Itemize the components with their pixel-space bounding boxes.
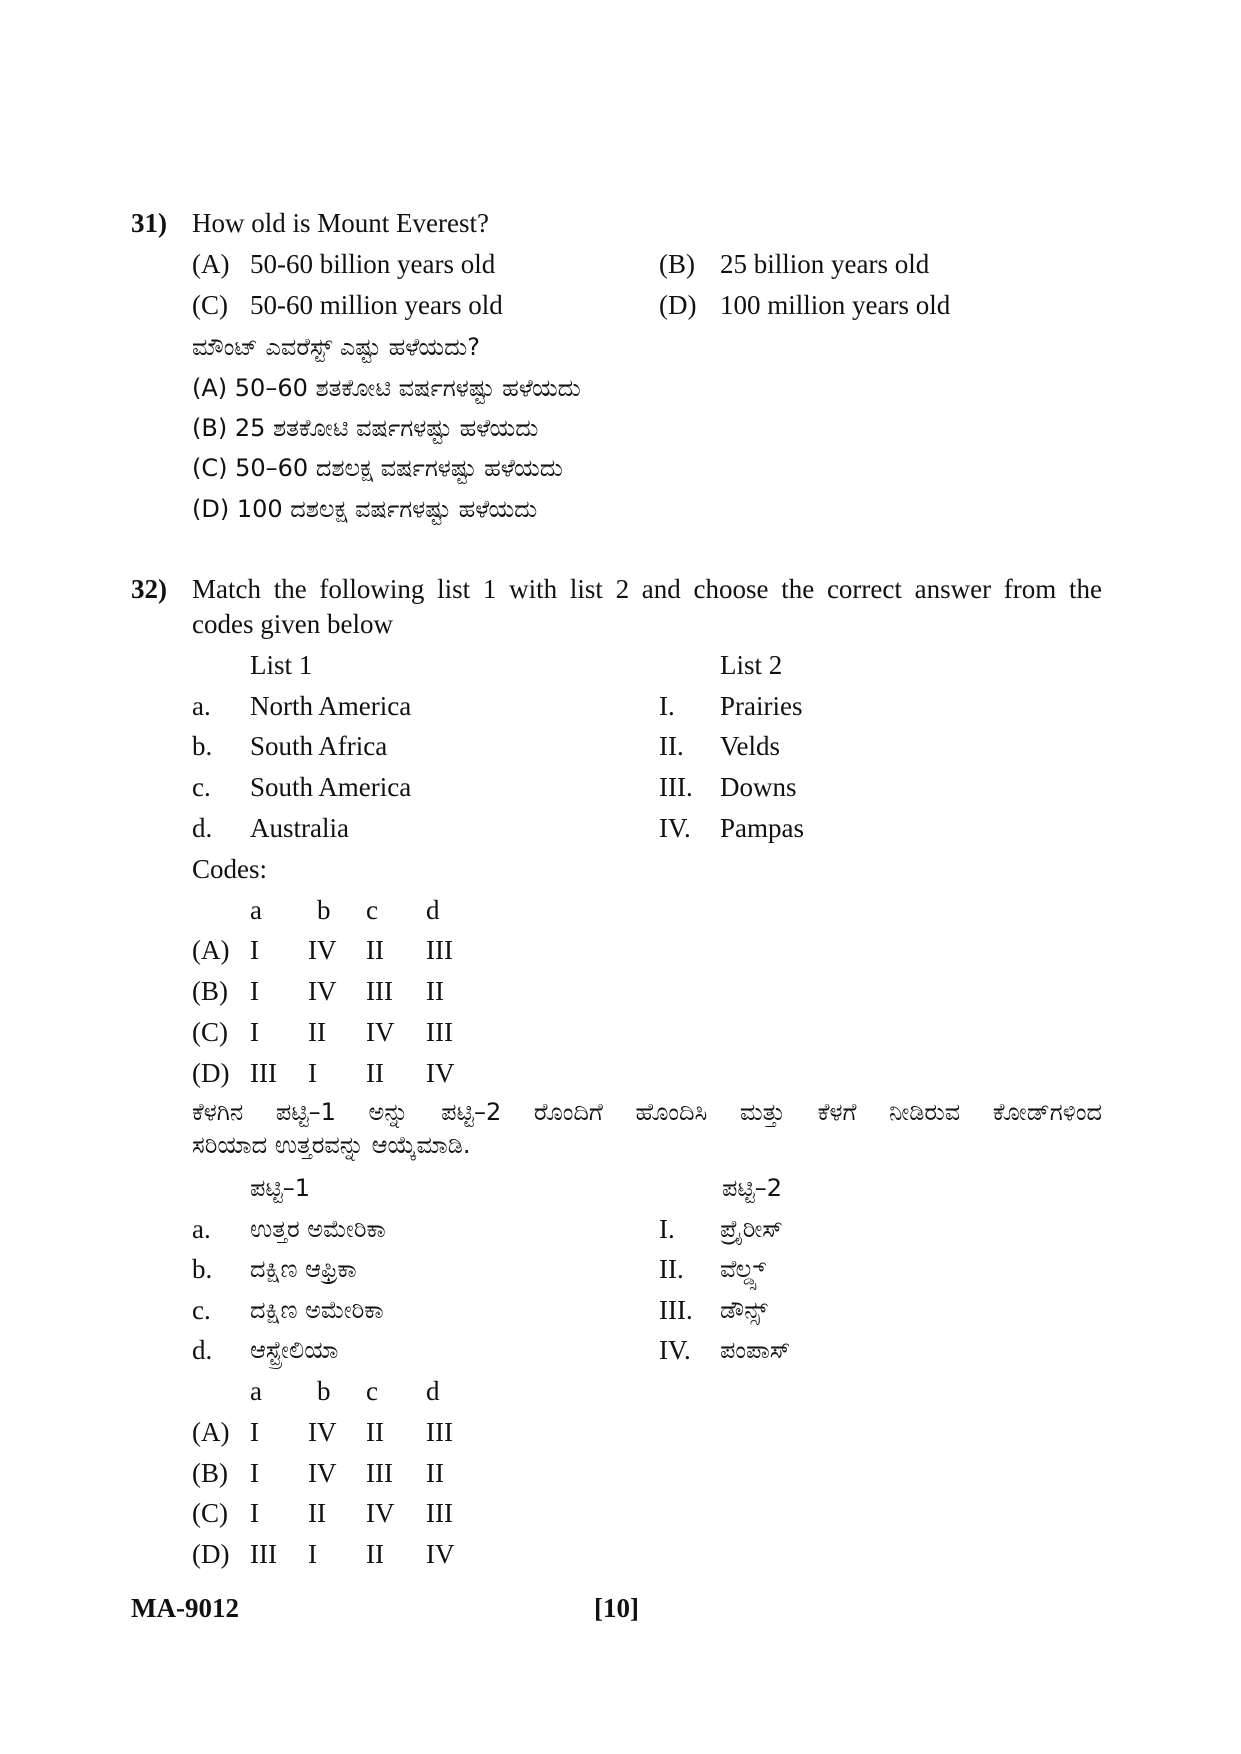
code-cell: I bbox=[250, 1458, 259, 1488]
code-header-a: a bbox=[250, 1376, 262, 1406]
kannada-list2-item-text: ಪ್ರೈರೀಸ್ bbox=[720, 1215, 783, 1243]
paper-code: MA-9012 bbox=[131, 1593, 239, 1623]
code-row-label: (C) bbox=[192, 1498, 228, 1528]
question-31-number: 31) bbox=[131, 208, 167, 238]
list2-item-key: IV. bbox=[659, 813, 691, 843]
code-cell: IV bbox=[366, 1017, 395, 1047]
list1-item-text: North America bbox=[250, 691, 412, 721]
code-cell: II bbox=[308, 1017, 326, 1047]
q31-option-c-text: 50-60 million years old bbox=[250, 290, 503, 320]
kannada-list2-item-key: III. bbox=[659, 1295, 693, 1325]
kannada-list1-item-key: a. bbox=[192, 1214, 211, 1244]
q31-kannada-question: ಮೌಂಟ್ ಎವರೆಸ್ಟ್ ಎಷ್ಟು ಹಳೆಯದು? bbox=[192, 333, 481, 361]
code-header-d: d bbox=[426, 1376, 440, 1406]
code-cell: III bbox=[426, 935, 453, 965]
kannada-list2-item-text: ಪಂಪಾಸ್ bbox=[720, 1336, 791, 1364]
list1-item-text: South America bbox=[250, 772, 412, 802]
q31-option-b-text: 25 billion years old bbox=[720, 249, 930, 279]
q31-option-a-text: 50-60 billion years old bbox=[250, 249, 496, 279]
code-row-label: (C) bbox=[192, 1017, 228, 1047]
code-cell: II bbox=[308, 1498, 326, 1528]
kannada-list1-header: ಪಟ್ಟಿ–1 bbox=[250, 1174, 311, 1202]
code-row-label: (A) bbox=[192, 935, 230, 965]
q31-option-d-text: 100 million years old bbox=[720, 290, 951, 320]
q31-option-a-label: (A) bbox=[192, 249, 230, 279]
code-row-label: (B) bbox=[192, 976, 228, 1006]
list2-item-key: I. bbox=[659, 691, 675, 721]
kannada-list1-item-text: ದಕ್ಷಿಣ ಆಫ್ರಿಕಾ bbox=[250, 1255, 357, 1283]
code-cell: III bbox=[426, 1417, 453, 1447]
code-cell: I bbox=[250, 976, 259, 1006]
code-header-a: a bbox=[250, 895, 262, 925]
list2-item-text: Prairies bbox=[720, 691, 803, 721]
list1-item-key: a. bbox=[192, 691, 211, 721]
list1-item-key: c. bbox=[192, 772, 211, 802]
list1-item-key: d. bbox=[192, 813, 213, 843]
q31-kannada-option-a: (A) 50–60 ಶತಕೋಟಿ ವರ್ಷಗಳಷ್ಟು ಹಳೆಯದು bbox=[192, 374, 581, 402]
code-cell: IV bbox=[308, 935, 337, 965]
q31-kannada-option-c: (C) 50–60 ದಶಲಕ್ಷ ವರ್ಷಗಳಷ್ಟು ಹಳೆಯದು bbox=[192, 454, 563, 482]
list1-header: List 1 bbox=[250, 650, 313, 680]
code-cell: I bbox=[250, 1498, 259, 1528]
question-32-number: 32) bbox=[131, 574, 167, 604]
question-31-text: How old is Mount Everest? bbox=[192, 208, 489, 238]
code-header-b: b bbox=[317, 895, 331, 925]
kannada-list2-item-key: I. bbox=[659, 1214, 675, 1244]
list2-item-text: Velds bbox=[720, 731, 780, 761]
kannada-list1-item-text: ದಕ್ಷಿಣ ಅಮೇರಿಕಾ bbox=[250, 1296, 384, 1324]
codes-label: Codes: bbox=[192, 854, 268, 884]
code-row-label: (B) bbox=[192, 1458, 228, 1488]
code-cell: IV bbox=[366, 1498, 395, 1528]
code-cell: IV bbox=[426, 1539, 455, 1569]
list2-item-text: Pampas bbox=[720, 813, 804, 843]
code-cell: II bbox=[366, 935, 384, 965]
q31-option-c-label: (C) bbox=[192, 290, 228, 320]
kannada-list1-item-text: ಆಸ್ಟ್ರೇಲಿಯಾ bbox=[250, 1336, 339, 1364]
list2-item-text: Downs bbox=[720, 772, 797, 802]
code-cell: II bbox=[366, 1058, 384, 1088]
kannada-list2-header: ಪಟ್ಟಿ–2 bbox=[722, 1174, 783, 1202]
code-row-label: (D) bbox=[192, 1539, 230, 1569]
code-cell: I bbox=[308, 1539, 317, 1569]
code-cell: I bbox=[250, 935, 259, 965]
code-cell: I bbox=[250, 1017, 259, 1047]
code-row-label: (D) bbox=[192, 1058, 230, 1088]
code-cell: III bbox=[426, 1017, 453, 1047]
kannada-list1-item-text: ಉತ್ತರ ಅಮೇರಿಕಾ bbox=[250, 1215, 386, 1243]
code-cell: III bbox=[366, 1458, 393, 1488]
code-cell: I bbox=[308, 1058, 317, 1088]
q31-option-d-label: (D) bbox=[659, 290, 697, 320]
kannada-list1-item-key: d. bbox=[192, 1335, 213, 1365]
list1-item-key: b. bbox=[192, 731, 213, 761]
code-cell: III bbox=[250, 1539, 277, 1569]
code-cell: IV bbox=[308, 1458, 337, 1488]
q31-kannada-option-d: (D) 100 ದಶಲಕ್ಷ ವರ್ಷಗಳಷ್ಟು ಹಳೆಯದು bbox=[192, 495, 538, 523]
code-cell: III bbox=[366, 976, 393, 1006]
list2-item-key: II. bbox=[659, 731, 684, 761]
code-cell: II bbox=[426, 1458, 444, 1488]
list2-header: List 2 bbox=[720, 650, 783, 680]
code-cell: II bbox=[426, 976, 444, 1006]
code-row-label: (A) bbox=[192, 1417, 230, 1447]
code-cell: IV bbox=[308, 1417, 337, 1447]
kannada-list2-item-text: ಡೌನ್ಸ್ bbox=[720, 1296, 768, 1324]
q32-kannada-question-line1: ಕೆಳಗಿನ ಪಟ್ಟಿ–1 ಅನ್ನು ಪಟ್ಟಿ–2 ರೊಂದಿಗೆ ಹೊಂದಿಸಿ ಮತ್ತು ಕೆಳಗೆ ನೀಡಿರುವ ಕೋಡ್‌ಗಳಿಂದ bbox=[192, 1098, 1102, 1126]
kannada-list2-item-key: IV. bbox=[659, 1335, 691, 1365]
kannada-list1-item-key: b. bbox=[192, 1254, 213, 1284]
q31-option-b-label: (B) bbox=[659, 249, 695, 279]
code-cell: IV bbox=[308, 976, 337, 1006]
code-cell: I bbox=[250, 1417, 259, 1447]
code-cell: II bbox=[366, 1417, 384, 1447]
list1-item-text: South Africa bbox=[250, 731, 388, 761]
code-header-c: c bbox=[366, 1376, 378, 1406]
kannada-list1-item-key: c. bbox=[192, 1295, 211, 1325]
code-cell: II bbox=[366, 1539, 384, 1569]
question-32-text-line1: Match the following list 1 with list 2 and choose the correct answer from the bbox=[192, 574, 1102, 604]
question-32-text-line2: codes given below bbox=[192, 609, 393, 639]
code-cell: IV bbox=[426, 1058, 455, 1088]
kannada-list2-item-text: ವೆಲ್ಡ್ಸ್ bbox=[720, 1255, 766, 1283]
list2-item-key: III. bbox=[659, 772, 693, 802]
code-header-b: b bbox=[317, 1376, 331, 1406]
code-header-c: c bbox=[366, 895, 378, 925]
code-cell: III bbox=[426, 1498, 453, 1528]
code-cell: III bbox=[250, 1058, 277, 1088]
q32-kannada-question-line2: ಸರಿಯಾದ ಉತ್ತರವನ್ನು ಆಯ್ಕೆಮಾಡಿ. bbox=[192, 1131, 471, 1159]
kannada-list2-item-key: II. bbox=[659, 1254, 684, 1284]
page-number: [10] bbox=[594, 1593, 639, 1623]
q31-kannada-option-b: (B) 25 ಶತಕೋಟಿ ವರ್ಷಗಳಷ್ಟು ಹಳೆಯದು bbox=[192, 414, 539, 442]
list1-item-text: Australia bbox=[250, 813, 349, 843]
code-header-d: d bbox=[426, 895, 440, 925]
